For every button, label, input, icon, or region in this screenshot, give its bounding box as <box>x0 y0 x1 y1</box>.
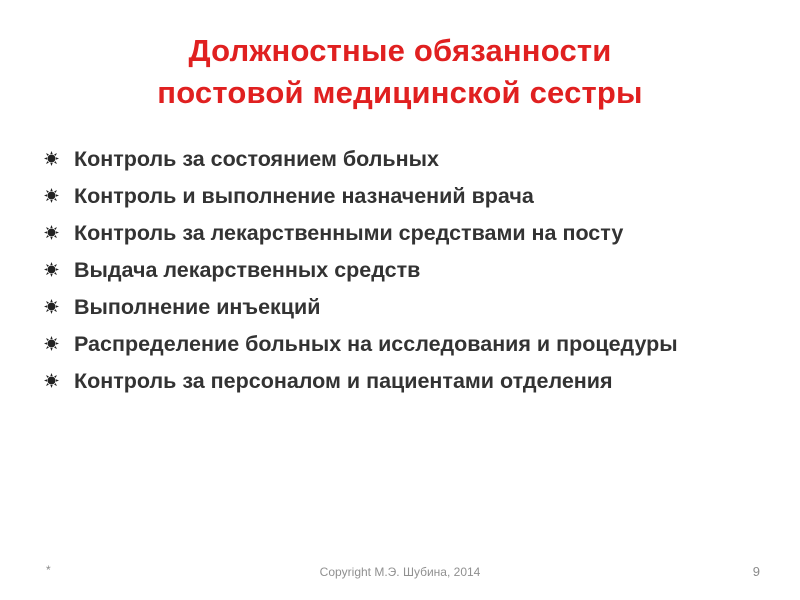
list-item <box>44 145 774 173</box>
list-item <box>44 182 774 210</box>
list-item-text: Выдача лекарственных средств <box>74 258 421 282</box>
sun-bullet-icon <box>44 373 59 388</box>
list-item <box>44 293 774 321</box>
list-item-text: Выполнение инъекций <box>74 295 321 319</box>
sun-bullet-icon <box>44 299 59 314</box>
footer-mark: * <box>46 563 51 577</box>
list-item <box>44 219 774 247</box>
slide-title-line-2: постовой медицинской сестры <box>157 75 643 110</box>
list-item <box>44 330 774 358</box>
footer-copyright: Copyright М.Э. Шубина, 2014 <box>319 565 481 579</box>
list-item-text: Контроль за состоянием больных <box>74 147 439 171</box>
sun-bullet-icon <box>44 262 59 277</box>
slide-title-line-1: Должностные обязанности <box>188 33 612 68</box>
list-item-text: Контроль за персоналом и пациентами отделения <box>74 369 613 393</box>
sun-bullet-icon <box>44 151 59 166</box>
duties-list <box>44 145 774 404</box>
list-item-text: Контроль и выполнение назначений врача <box>74 184 534 208</box>
list-item <box>44 256 774 284</box>
list-item-text: Контроль за лекарственными средствами на посту <box>74 221 624 245</box>
page-number: 9 <box>752 564 760 579</box>
list-item-text: Распределение больных на исследования и процедуры <box>74 332 678 356</box>
sun-bullet-icon <box>44 188 59 203</box>
list-item <box>44 367 774 395</box>
sun-bullet-icon <box>44 336 59 351</box>
slide-title <box>40 30 760 114</box>
sun-bullet-icon <box>44 225 59 240</box>
